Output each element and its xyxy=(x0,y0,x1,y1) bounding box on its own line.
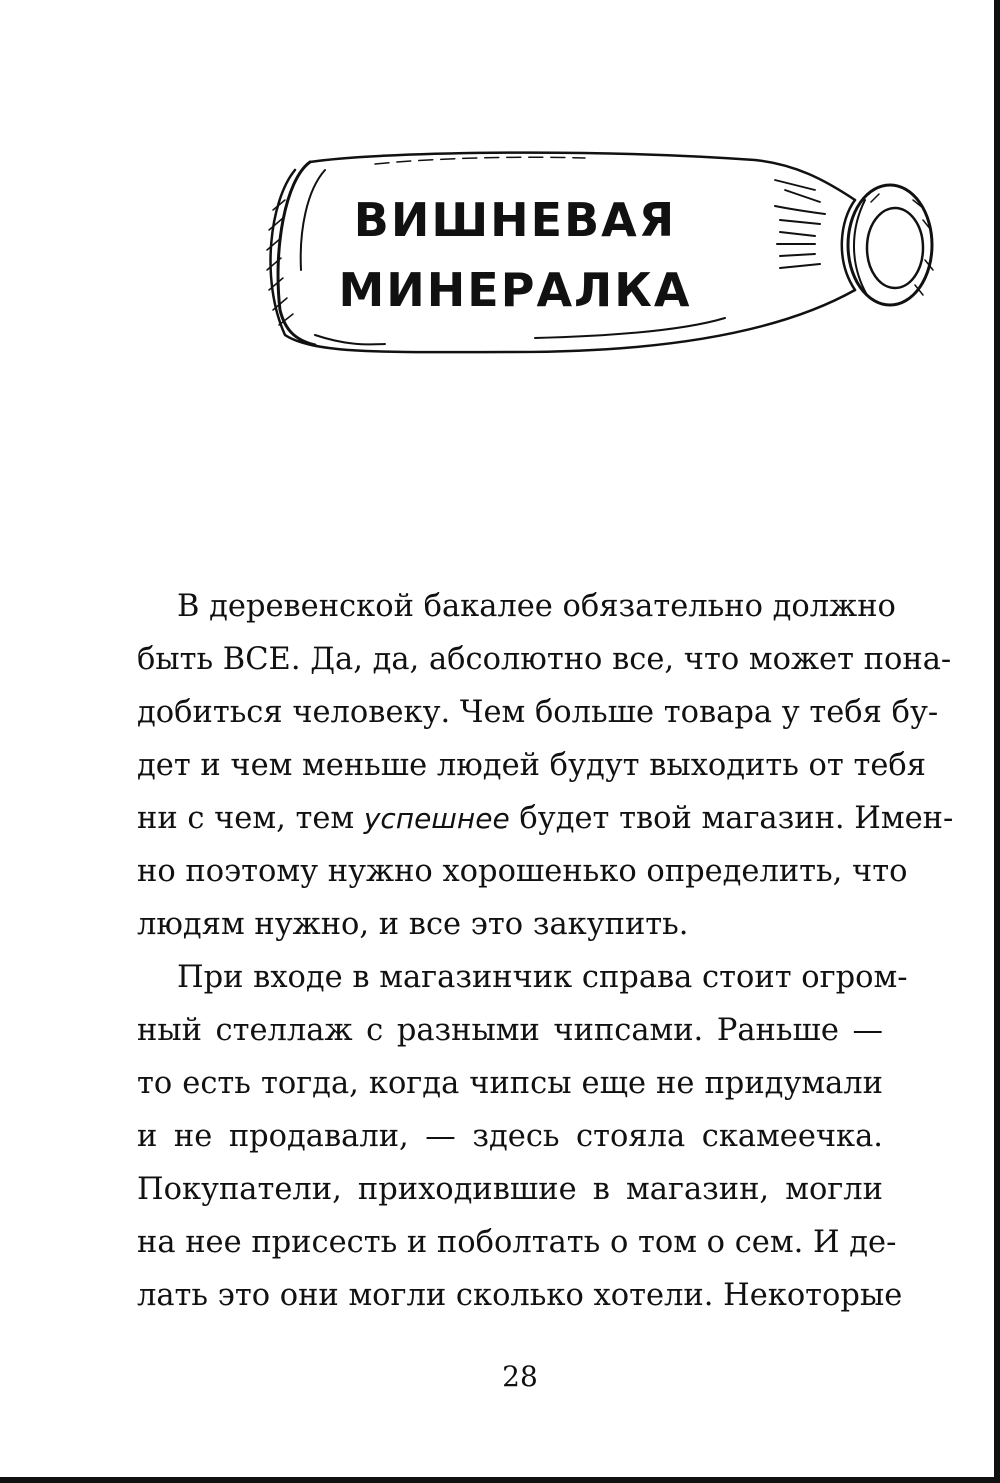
chapter-title-line-2: МИНЕРАЛКА xyxy=(338,263,692,317)
text-line: ный стеллаж с разными чипсами. Раньше — xyxy=(137,1013,883,1048)
body-text xyxy=(137,580,954,1322)
text-line: людям нужно, и все это закупить. xyxy=(137,907,689,942)
text-line xyxy=(137,792,954,845)
paragraph-1 xyxy=(137,580,954,951)
text-line: В деревенской бакалее обязательно должно xyxy=(177,589,896,624)
text-line: дет и чем меньше людей будут выходить от тебя xyxy=(137,748,926,783)
text-fragment: ни с чем, тем xyxy=(137,801,364,836)
text-line: При входе в магазинчик справа стоит огром- xyxy=(177,960,908,995)
chapter-title-line-1: ВИШНЕВАЯ xyxy=(353,193,677,247)
text-line: лать это они могли сколько хотели. Некоторые xyxy=(137,1278,903,1313)
text-line: добиться человеку. Чем больше товара у тебя бу- xyxy=(137,695,939,730)
text-line: Покупатели, приходившие в магазин, могли xyxy=(137,1172,883,1207)
chapter-title xyxy=(330,185,700,325)
text-line: быть ВСЕ. Да, да, абсолютно все, что может пона- xyxy=(137,642,952,677)
text-line: и не продавали, — здесь стояла скамеечка. xyxy=(137,1119,883,1154)
text-line: но поэтому нужно хорошенько определить, что xyxy=(137,854,908,889)
page-number: 28 xyxy=(502,1360,538,1393)
paragraph-2 xyxy=(137,951,908,1322)
emphasis-word: успешнее xyxy=(363,802,510,835)
text-fragment: будет твой магазин. Имен- xyxy=(509,801,954,836)
text-line: то есть тогда, когда чипсы еще не придумали xyxy=(137,1066,883,1101)
text-line: на нее присесть и поболтать о том о сем. И де- xyxy=(137,1225,897,1260)
